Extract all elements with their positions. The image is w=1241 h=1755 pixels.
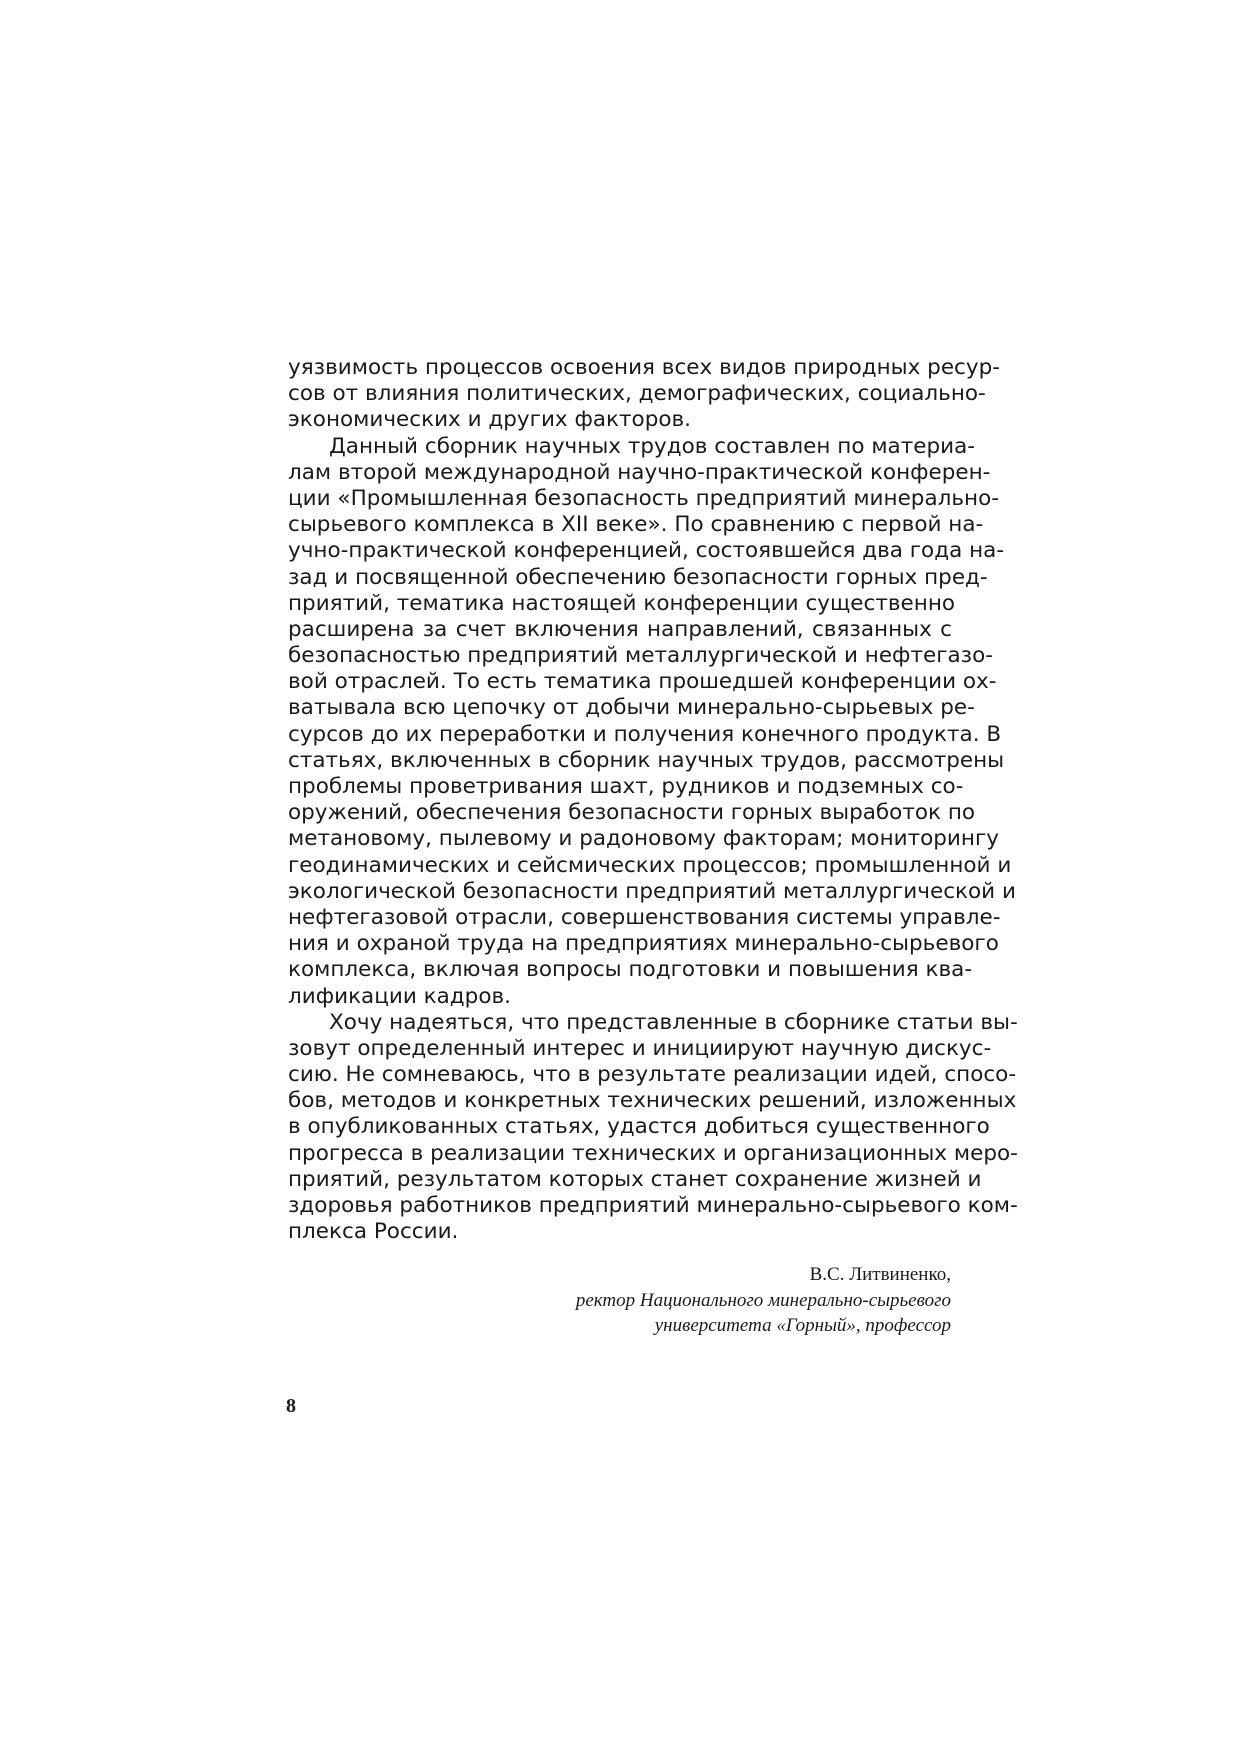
- text-line: зад и посвященной обеспечению безопасности горных пред-: [288, 564, 988, 590]
- text-line: геодинамических и сейсмических процессов; промышленной и: [288, 852, 1012, 878]
- text-line: ватывала всю цепочку от добычи минерально-сырьевых ре-: [288, 695, 975, 721]
- text-line: ния и охраной труда на предприятиях минерально-сырьевого: [288, 931, 999, 957]
- text-line: зовут определенный интерес и инициируют научную дискус-: [288, 1035, 992, 1061]
- signature-block: [431, 1262, 951, 1339]
- text-line: лификации кадров.: [288, 983, 511, 1009]
- text-line: метановому, пылевому и радоновому факторам; мониторингу: [288, 826, 999, 852]
- text-line: в опубликованных статьях, удастся добиться существенного: [288, 1114, 990, 1140]
- text-line: учно-практической конференцией, состоявшейся два года на-: [288, 538, 1005, 564]
- text-line: приятий, тематика настоящей конференции существенно: [288, 590, 956, 616]
- page-number: 8: [286, 1395, 296, 1417]
- text-line: сырьевого комплекса в XII веке». По сравнению с первой на-: [288, 512, 984, 538]
- text-line: Данный сборник научных трудов составлен по материа-: [329, 433, 976, 459]
- text-line: проблемы проветривания шахт, рудников и подземных со-: [288, 774, 964, 799]
- text-line: уязвимость процессов освоения всех видов природных ресур-: [288, 355, 1001, 380]
- text-line: приятий, результатом которых станет сохранение жизней и: [288, 1166, 982, 1192]
- text-line: экономических и других факторов.: [288, 407, 692, 433]
- text-line: сов от влияния политических, демографических, социально-: [288, 381, 986, 407]
- text-line: лам второй международной научно-практической конферен-: [288, 459, 991, 485]
- text-line: ции «Промышленная безопасность предприятий минерально-: [288, 485, 1000, 511]
- signature-name: В.С. Литвиненко,: [809, 1264, 951, 1285]
- signature-role-line-2: университета «Горный», профессор: [654, 1315, 951, 1336]
- text-line: расширена за счет включения направлений, связанных с: [288, 616, 952, 642]
- text-line: сию. Не сомневаюсь, что в результате реализации идей, спосо-: [288, 1062, 1017, 1088]
- text-line: вой отраслей. То есть тематика прошедшей конференции ох-: [288, 669, 997, 695]
- text-line: сурсов до их переработки и получения конечного продукта. В: [288, 721, 1002, 747]
- text-line: Хочу надеяться, что представленные в сборнике статьи вы-: [329, 1009, 1018, 1035]
- text-line: нефтегазовой отрасли, совершенствования системы управле-: [288, 904, 1001, 930]
- body-text: [288, 355, 1018, 1245]
- text-line: оружений, обеспечения безопасности горных выработок по: [288, 800, 976, 826]
- text-line: комплекса, включая вопросы подготовки и повышения ква-: [288, 957, 973, 983]
- text-line: плекса России.: [288, 1219, 459, 1245]
- text-line: бов, методов и конкретных технических решений, изложенных: [288, 1088, 1017, 1114]
- text-line: прогресса в реализации технических и организационных меро-: [288, 1140, 1018, 1166]
- text-line: статьях, включенных в сборник научных трудов, рассмотрены: [288, 747, 1005, 773]
- text-line: безопасностью предприятий металлургической и нефтегазо-: [288, 643, 994, 669]
- signature-role-line-1: ректор Национального минерально-сырьевого: [575, 1289, 951, 1311]
- text-line: здоровья работников предприятий минерально-сырьевого ком-: [288, 1193, 1018, 1218]
- text-line: экологической безопасности предприятий металлургической и: [288, 878, 1016, 904]
